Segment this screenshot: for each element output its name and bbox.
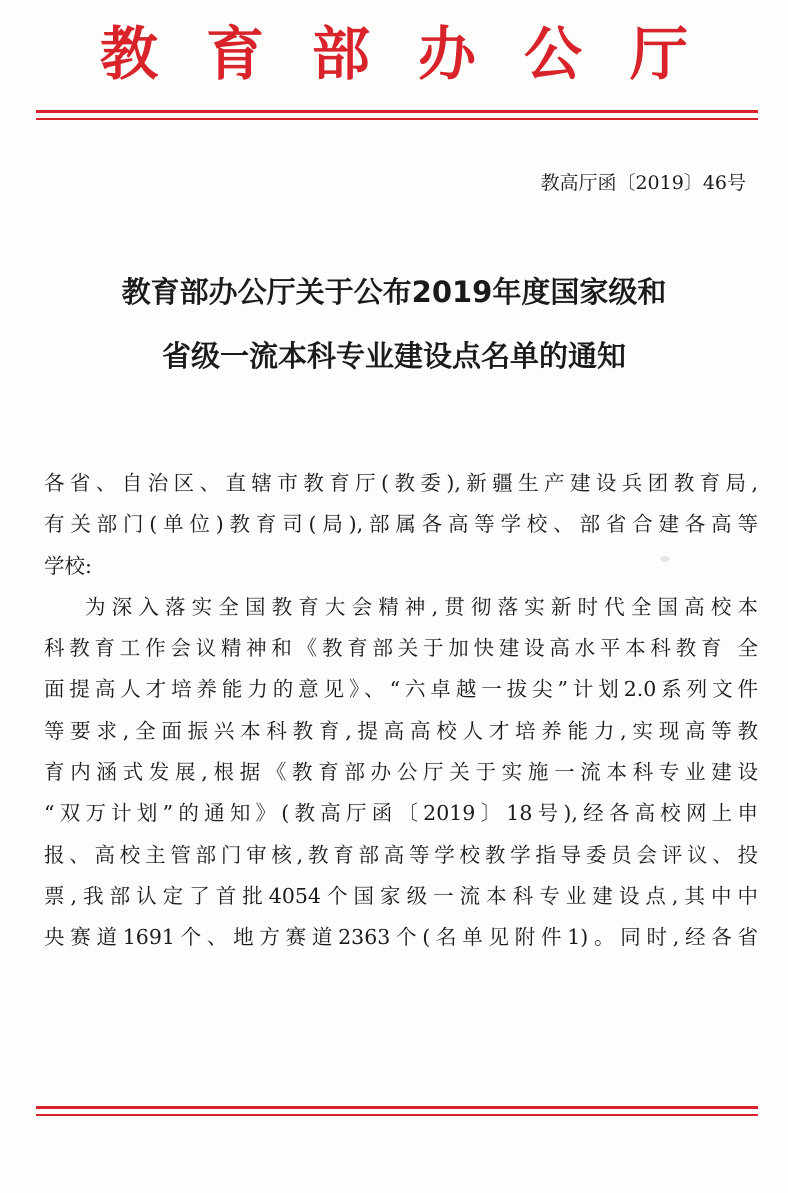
paragraph-line: 票,我部认定了首批4054个国家级一流本科专业建设点,其中中	[44, 883, 758, 908]
masthead-title: 教育部办公厅	[99, 20, 736, 88]
header-red-rule-thick	[36, 110, 758, 113]
footer-red-rule-thick	[36, 1106, 758, 1109]
paragraph-line: 面提高人才培养能力的意见》、“六卓越一拔尖”计划2.0系列文件	[44, 677, 758, 702]
salutation-line: 各省、自治区、直辖市教育厅(教委),新疆生产建设兵团教育局,	[44, 471, 758, 495]
paragraph-line: “双万计划”的通知》(教高厅函〔2019〕18号),经各高校网上申	[44, 801, 758, 826]
document-number: 教高厅函〔2019〕46号	[540, 172, 746, 194]
paragraph-line: 科教育工作会议精神和《教育部关于加快建设高水平本科教育 全	[44, 636, 758, 661]
scan-smudge	[664, 603, 672, 615]
header-red-rule-thin	[36, 118, 758, 120]
paragraph-line: 等要求,全面振兴本科教育,提高高校人才培养能力,实现高等教	[44, 718, 758, 743]
paragraph-line: 报、高校主管部门审核,教育部高等学校教学指导委员会评议、投	[44, 842, 758, 867]
paragraph-line: 央赛道1691个、地方赛道2363个(名单见附件1)。同时,经各省	[44, 925, 758, 950]
notice-title-line-2: 省级一流本科专业建设点名单的通知	[161, 339, 626, 373]
notice-title-line-1: 教育部办公厅关于公布2019年度国家级和	[121, 275, 667, 309]
paragraph-line: 为深入落实全国教育大会精神,贯彻落实新时代全国高校本	[85, 594, 758, 619]
notice-body	[44, 463, 758, 959]
salutation-line: 学校:	[44, 553, 92, 578]
footer-red-rule-thin	[36, 1114, 758, 1116]
salutation-line: 有关部门(单位)教育司(局),部属各高等学校、部省合建各高等	[44, 512, 758, 537]
scan-smudge	[660, 556, 670, 562]
paragraph-line: 育内涵式发展,根据《教育部办公厅关于实施一流本科专业建设	[44, 760, 758, 785]
